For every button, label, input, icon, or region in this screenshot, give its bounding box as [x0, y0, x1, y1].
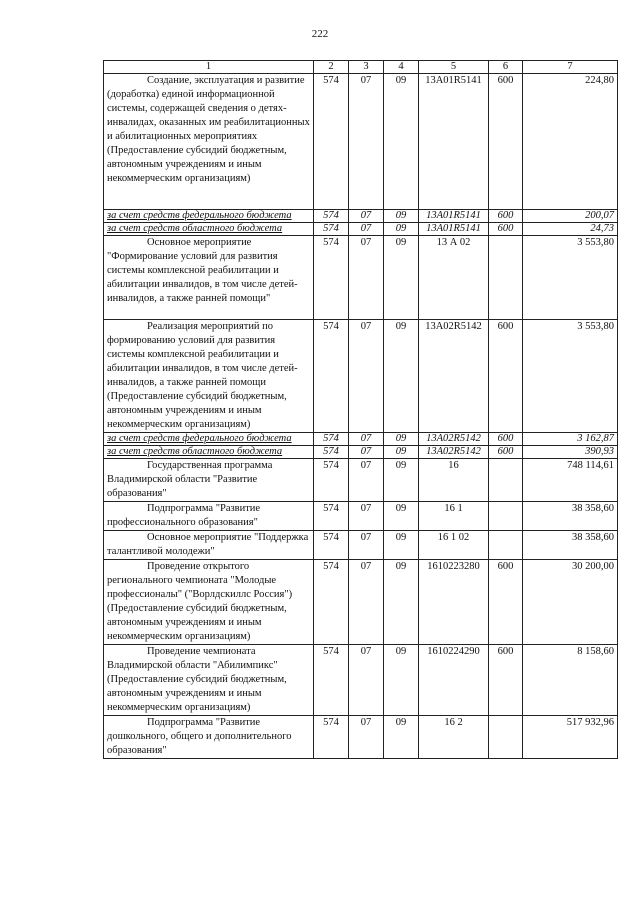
section-code-cell: 07: [349, 645, 384, 716]
expense-type-cell: 600: [489, 446, 523, 459]
row-name-cell: [104, 433, 314, 446]
row-name-cell: [104, 531, 314, 560]
row-name-cell: [104, 74, 314, 210]
target-article-cell: 16 1: [419, 502, 489, 531]
expense-type-cell: [489, 502, 523, 531]
row-name-text: Основное мероприятие "Формирование условий для развития системы комплексной реабилитации и абилитации инвалидов, в том числе детей-инвалидов, а также ранней помощи": [107, 237, 298, 304]
subsection-code-cell: 09: [384, 502, 419, 531]
expense-type-cell: 600: [489, 223, 523, 236]
column-header: 5: [419, 61, 489, 74]
ministry-code-cell: 574: [314, 502, 349, 531]
ministry-code-cell: 574: [314, 223, 349, 236]
table-row: [104, 645, 618, 716]
table-row: [104, 223, 618, 236]
target-article-cell: 1610223280: [419, 560, 489, 645]
row-name-text: Создание, эксплуатация и развитие (доработка) единой информационной системы, содержащей сведения о детях-инвалидах, оказанных им реабилитационных и абилитационных мероприятиях (Предоставление субсидий бюджетным, автономным учреждениям и иным некоммерческим организациям): [107, 75, 310, 184]
row-name-cell: [104, 446, 314, 459]
row-name-cell: [104, 320, 314, 433]
row-name-text: Государственная программа Владимирской области "Развитие образования": [107, 460, 273, 499]
expense-type-cell: [489, 236, 523, 320]
amount-cell: 3 553,80: [523, 236, 618, 320]
expense-type-cell: [489, 531, 523, 560]
amount-cell: 390,93: [523, 446, 618, 459]
target-article-cell: 13А02R5142: [419, 320, 489, 433]
column-header: 1: [104, 61, 314, 74]
target-article-cell: 1610224290: [419, 645, 489, 716]
section-code-cell: 07: [349, 531, 384, 560]
amount-cell: 30 200,00: [523, 560, 618, 645]
table-row: [104, 531, 618, 560]
ministry-code-cell: 574: [314, 210, 349, 223]
section-code-cell: 07: [349, 223, 384, 236]
amount-cell: 38 358,60: [523, 531, 618, 560]
column-header: 3: [349, 61, 384, 74]
amount-cell: 3 553,80: [523, 320, 618, 433]
table-row: [104, 433, 618, 446]
target-article-cell: 13А01R5141: [419, 223, 489, 236]
expense-type-cell: 600: [489, 320, 523, 433]
subsection-code-cell: 09: [384, 446, 419, 459]
row-name-text: Подпрограмма "Развитие дошкольного, общего и дополнительного образования": [107, 717, 292, 756]
amount-cell: 200,07: [523, 210, 618, 223]
expense-type-cell: 600: [489, 433, 523, 446]
row-name-cell: [104, 560, 314, 645]
column-header: 7: [523, 61, 618, 74]
row-name-cell: [104, 210, 314, 223]
budget-table: [103, 60, 618, 759]
subsection-code-cell: 09: [384, 236, 419, 320]
amount-cell: 748 114,61: [523, 459, 618, 502]
section-code-cell: 07: [349, 74, 384, 210]
subsection-code-cell: 09: [384, 223, 419, 236]
column-header: 6: [489, 61, 523, 74]
subsection-code-cell: 09: [384, 320, 419, 433]
target-article-cell: 16: [419, 459, 489, 502]
target-article-cell: 16 1 02: [419, 531, 489, 560]
row-name-cell: [104, 716, 314, 759]
section-code-cell: 07: [349, 433, 384, 446]
section-code-cell: 07: [349, 459, 384, 502]
row-name-text: Проведение открытого регионального чемпионата "Молодые профессионалы" ("Ворлдскиллс Россия") (Предоставление субсидий бюджетным, автономным учреждениям и иным некоммерческим организациям): [107, 561, 293, 642]
table-row: [104, 716, 618, 759]
target-article-cell: 16 2: [419, 716, 489, 759]
row-name-text: Проведение чемпионата Владимирской области "Абилимпикс" (Предоставление субсидий бюджетным, автономным учреждениям и иным некоммерческим организациям): [107, 646, 287, 713]
section-code-cell: 07: [349, 320, 384, 433]
table-row: [104, 560, 618, 645]
section-code-cell: 07: [349, 210, 384, 223]
subsection-code-cell: 09: [384, 210, 419, 223]
ministry-code-cell: 574: [314, 459, 349, 502]
target-article-cell: 13А02R5142: [419, 433, 489, 446]
column-header: 4: [384, 61, 419, 74]
column-header: 2: [314, 61, 349, 74]
amount-cell: 8 158,60: [523, 645, 618, 716]
ministry-code-cell: 574: [314, 560, 349, 645]
table-row: [104, 502, 618, 531]
header-row: [104, 61, 618, 74]
row-name-text: Подпрограмма "Развитие профессионального образования": [107, 503, 261, 528]
ministry-code-cell: 574: [314, 433, 349, 446]
expense-type-cell: 600: [489, 210, 523, 223]
table-row: [104, 236, 618, 320]
row-name-cell: [104, 236, 314, 320]
ministry-code-cell: 574: [314, 645, 349, 716]
ministry-code-cell: 574: [314, 320, 349, 433]
subsection-code-cell: 09: [384, 74, 419, 210]
target-article-cell: 13А02R5142: [419, 446, 489, 459]
subsection-code-cell: 09: [384, 716, 419, 759]
target-article-cell: 13 А 02: [419, 236, 489, 320]
amount-cell: 224,80: [523, 74, 618, 210]
expense-type-cell: [489, 716, 523, 759]
table-row: [104, 210, 618, 223]
row-name-cell: [104, 459, 314, 502]
subsection-code-cell: 09: [384, 531, 419, 560]
ministry-code-cell: 574: [314, 236, 349, 320]
section-code-cell: 07: [349, 236, 384, 320]
expense-type-cell: [489, 459, 523, 502]
target-article-cell: 13А01R5141: [419, 74, 489, 210]
amount-cell: 3 162,87: [523, 433, 618, 446]
ministry-code-cell: 574: [314, 716, 349, 759]
expense-type-cell: 600: [489, 645, 523, 716]
row-name-cell: [104, 645, 314, 716]
subsection-code-cell: 09: [384, 459, 419, 502]
amount-cell: 517 932,96: [523, 716, 618, 759]
table-row: [104, 459, 618, 502]
page-number: 222: [311, 28, 329, 40]
row-name-text: Основное мероприятие "Поддержка талантливой молодежи": [107, 532, 309, 557]
section-code-cell: 07: [349, 716, 384, 759]
row-name-cell: [104, 502, 314, 531]
row-name-text: за счет средств федерального бюджета: [107, 433, 292, 444]
table-row: [104, 446, 618, 459]
ministry-code-cell: 574: [314, 446, 349, 459]
row-name-text: за счет средств областного бюджета: [107, 446, 283, 457]
table-row: [104, 320, 618, 433]
subsection-code-cell: 09: [384, 560, 419, 645]
target-article-cell: 13А01R5141: [419, 210, 489, 223]
section-code-cell: 07: [349, 502, 384, 531]
amount-cell: 38 358,60: [523, 502, 618, 531]
row-name-text: за счет средств областного бюджета: [107, 223, 283, 234]
expense-type-cell: 600: [489, 74, 523, 210]
ministry-code-cell: 574: [314, 531, 349, 560]
section-code-cell: 07: [349, 560, 384, 645]
subsection-code-cell: 09: [384, 645, 419, 716]
subsection-code-cell: 09: [384, 433, 419, 446]
section-code-cell: 07: [349, 446, 384, 459]
row-name-text: за счет средств федерального бюджета: [107, 210, 292, 221]
row-name-cell: [104, 223, 314, 236]
amount-cell: 24,73: [523, 223, 618, 236]
ministry-code-cell: 574: [314, 74, 349, 210]
table-row: [104, 74, 618, 210]
row-name-text: Реализация мероприятий по формированию условий для развития системы комплексной реабилитации и абилитации инвалидов, в том числе детей-инвалидов, а также ранней помощи (Предоставление субсидий бюджетным, автономным учреждениям и иным некоммерческим организациям): [107, 321, 298, 430]
expense-type-cell: 600: [489, 560, 523, 645]
